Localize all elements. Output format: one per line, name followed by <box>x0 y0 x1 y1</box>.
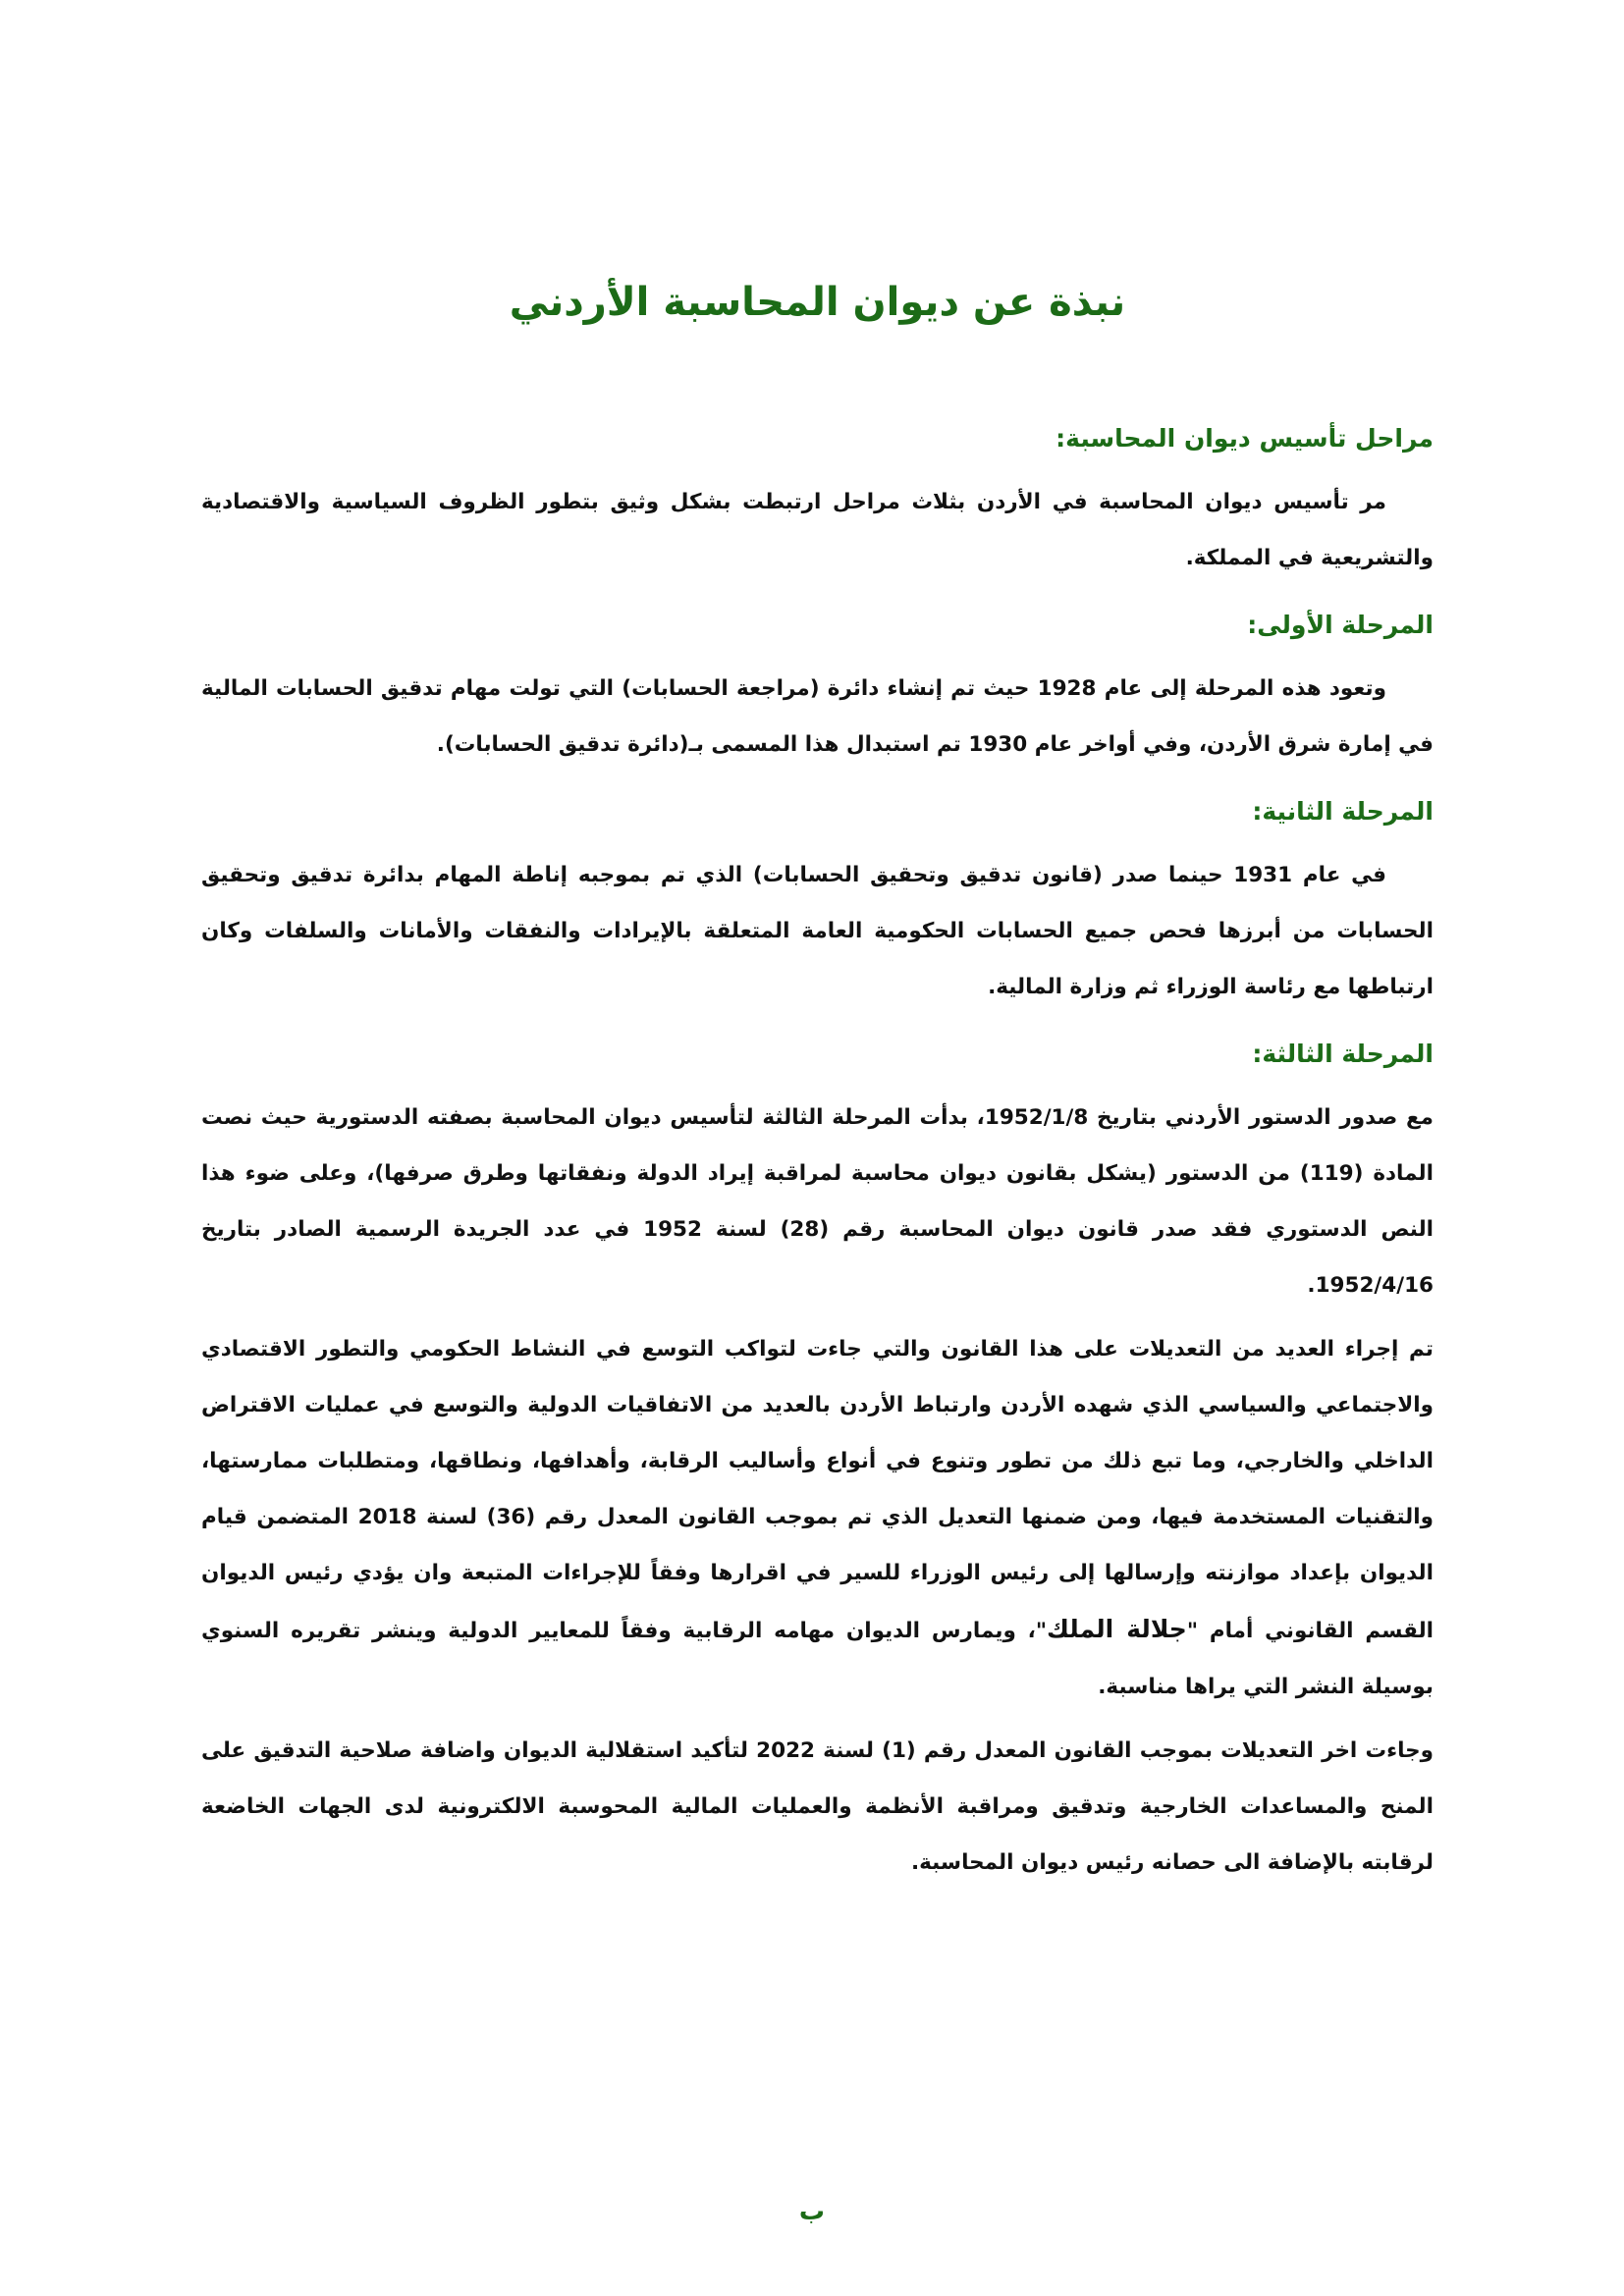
paragraph-stage-one: وتعود هذه المرحلة إلى عام 1928 حيث تم إنشاء دائرة (مراجعة الحسابات) التي تولت مهام تدقيق الحسابات المالية في إمارة شرق الأردن، وفي أواخر عام 1930 تم استبدال هذا المسمى بـ(دائرة تدقيق الحسابات). <box>201 676 1434 757</box>
section-heading-stage-one: المرحلة الأولى: <box>1247 611 1434 639</box>
paragraph-stage-two: في عام 1931 حينما صدر (قانون تدقيق وتحقيق الحسابات) الذي تم بموجبه إناطة المهام بدائرة تدقيق وتحقيق الحسابات من أبرزها فحص جميع الحسابات الحكومية العامة المتعلقة بالإيرادات والنفقات والأمانات والسلفات وكان ارتباطها مع رئاسة الوزراء ثم وزارة المالية. <box>201 863 1434 999</box>
document-body <box>201 417 1434 1898</box>
paragraph-amendments-tail: "، ويمارس الديوان مهامه الرقابية وفقاً للمعايير الدولية وينشر تقريره السنوي بوسيلة النشر التي يراها مناسبة. <box>201 1619 1434 1699</box>
emphasis-his-majesty: جلالة الملك <box>1047 1615 1187 1643</box>
paragraph-amendments-text: تم إجراء العديد من التعديلات على هذا القانون والتي جاءت لتواكب التوسع في النشاط الحكومي والتطور الاقتصادي والاجتماعي والسياسي الذي شهده الأردن وارتباط الأردن بالعديد من الاتفاقيات الدولية والتوسع في عمليات الاقتراض الداخلي والخارجي، وما تبع ذلك من تطور وتنوع في أنواع وأساليب الرقابة، وأهدافها، ونطاقها، ومتطلبات ممارستها، والتقنيات المستخدمة فيها، ومن ضمنها التعديل الذي تم بموجب القانون المعدل رقم (36) لسنة 2018 المتضمن قيام الديوان بإعداد موازنته وإرسالها إلى رئيس الوزراء للسير في اقرارها وفقاً للإجراءات المتبعة وان يؤدي رئيس الديوان القسم القانوني أمام " <box>201 1337 1435 1643</box>
paragraph-constitution: مع صدور الدستور الأردني بتاريخ 1952/1/8، بدأت المرحلة الثالثة لتأسيس ديوان المحاسبة بصفته الدستورية حيث نصت المادة (119) من الدستور (يشكل بقانون ديوان محاسبة لمراقبة إيراد الدولة ونفقاتها وطرق صرفها)، وعلى ضوء هذا النص الدستوري فقد صدر قانون ديوان المحاسبة رقم (28) لسنة 1952 في عدد الجريدة الرسمية الصادر بتاريخ 1952/4/16. <box>201 1105 1435 1298</box>
page-number: ب <box>798 2197 826 2226</box>
section-heading-founding-stages: مراحل تأسيس ديوان المحاسبة: <box>1056 424 1434 453</box>
paragraph-latest-amendments: وجاءت اخر التعديلات بموجب القانون المعدل رقم (1) لسنة 2022 لتأكيد استقلالية الديوان واضافة صلاحية التدقيق على المنح والمساعدات الخارجية وتدقيق ومراقبة الأنظمة والعمليات المالية المحوسبة الالكترونية لدى الجهات الخاضعة لرقابته بالإضافة الى حصانه رئيس ديوان المحاسبة. <box>201 1738 1435 1875</box>
paragraph-amendments <box>201 1321 1434 1715</box>
section-heading-stage-three: المرحلة الثالثة: <box>1252 1040 1434 1068</box>
paragraph-intro: مر تأسيس ديوان المحاسبة في الأردن بثلاث مراحل ارتبطت بشكل وثيق بتطور الظروف السياسية والاقتصادية والتشريعية في المملكة. <box>201 490 1434 570</box>
section-heading-stage-two: المرحلة الثانية: <box>1252 797 1434 826</box>
page-title: نبذة عن ديوان المحاسبة الأردني <box>509 280 1126 325</box>
